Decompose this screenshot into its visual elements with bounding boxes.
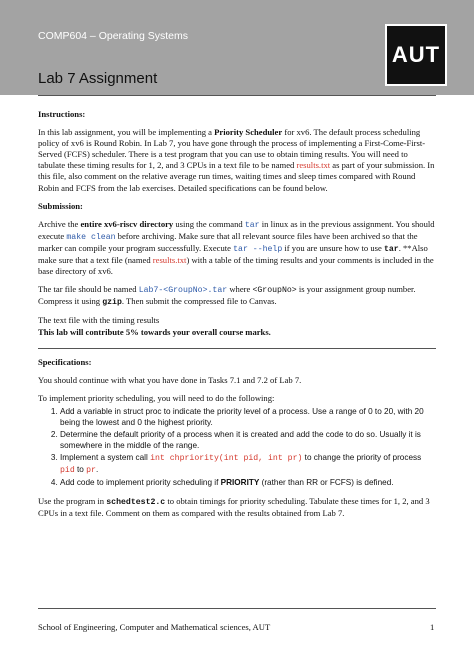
text: In this lab assignment, you will be implementing a <box>38 127 215 138</box>
code: schedtest2.c <box>106 497 166 507</box>
text: Add code to implement priority scheduling if <box>60 478 221 488</box>
list-item: 1. Add a variable in struct proc to indicate the priority level of a process. Use a range of 0 to 20, with 20 being the lowest and 0 the highest priority. <box>60 406 436 428</box>
text: as part of your submission. In this file, also comment on the relative average run times, waiting times and sleep times compared with Round Robin and FCFS from the lab exercises. Detailed specifications can be found below. <box>38 160 435 193</box>
text: for xv6. The default process scheduling policy of xv6 is Round Robin. In Lab 7, you have gone through the process of implementing a First-Come-First-Served (FCFS) scheduler. There is a test program that you can use to obtain timing results. You will need to tabulate these timing results for 1, 2, and 3 CPUs in a text file to be named <box>38 127 426 171</box>
code: pr <box>86 466 96 476</box>
code: pid <box>60 466 75 476</box>
submission-paragraph <box>38 219 436 277</box>
code: Lab7-<GroupNo>.tar <box>138 286 228 296</box>
page-number: 1 <box>430 622 435 632</box>
logo-text: AUT <box>391 42 441 67</box>
text: using the command <box>173 218 245 229</box>
text: if you are unsure how to use <box>282 242 384 253</box>
text: ) with a table of the timing results and your comments is included in the base directory of xv6. <box>38 255 434 277</box>
text: . **Also make sure that a text file (named <box>38 242 428 266</box>
results-file: results.txt <box>296 160 331 171</box>
specifications-heading: Specifications: <box>38 356 92 367</box>
results-file: results.txt <box>152 255 187 266</box>
footer-divider <box>38 608 436 609</box>
text: Archive the <box>38 218 81 229</box>
code: tar --help <box>233 244 283 254</box>
text: before archiving. Make sure that all relevant source files have been archived so that the marker can compile your program successfully. Execute <box>38 230 418 253</box>
text: . Then submit the compressed file to Canvas. <box>121 296 277 307</box>
page-title: Lab 7 Assignment <box>38 70 158 87</box>
contribution-note: This lab will contribute 5% towards your overall course marks. <box>38 326 271 337</box>
text: The text file with the timing results <box>38 315 160 326</box>
text: entire xv6-riscv directory <box>80 218 174 229</box>
list-item: 2. Determine the default priority of a process when it is created and add the code to do so. Usually it is somewhere in the middle of the range. <box>60 429 436 451</box>
code: tar <box>383 244 399 254</box>
spec-paragraph-1: You should continue with what you have done in Tasks 7.1 and 7.2 of Lab 7. <box>38 374 302 385</box>
text: PRIORITY <box>220 478 260 488</box>
course-title: COMP604 – Operating Systems <box>38 30 188 42</box>
task-list <box>38 406 436 489</box>
text: The tar file should be named <box>38 284 139 295</box>
text: to change the priority of process <box>302 453 422 463</box>
header-band <box>0 0 474 95</box>
code: tar <box>244 220 260 230</box>
tar-paragraph <box>38 284 436 308</box>
text: in linux as in the previous assignment. You should execute <box>38 218 435 241</box>
code: int chpriority(int pid, int pr) <box>150 454 303 464</box>
submission-heading: Submission: <box>38 200 83 211</box>
instructions-heading: Instructions: <box>38 109 86 119</box>
aut-logo <box>385 24 447 86</box>
divider <box>38 348 436 349</box>
document-body <box>38 109 436 526</box>
text: Implement a system call <box>60 453 151 463</box>
text: (rather than RR or FCFS) is defined. <box>259 478 394 488</box>
list-item <box>60 477 436 488</box>
text: to <box>74 465 87 475</box>
spec-paragraph-2: To implement priority scheduling, you will need to do the following: <box>38 392 275 403</box>
text: is your assignment group number. Compress it using <box>38 284 416 307</box>
instructions-paragraph <box>38 127 436 194</box>
spacer <box>38 338 436 348</box>
code: gzip <box>102 298 122 308</box>
text: where <box>227 284 253 295</box>
text: Priority Scheduler <box>214 127 283 138</box>
divider <box>38 95 436 96</box>
list-item <box>60 452 436 476</box>
text: Use the program in <box>38 495 107 506</box>
code: make clean <box>66 232 116 242</box>
footer-text: School of Engineering, Computer and Mathematical sciences, AUT <box>38 622 271 632</box>
spec-paragraph-3 <box>38 496 436 519</box>
text: to obtain timings for priority scheduling. Tabulate these times for 1, 2, and 3 CPUs in a text file. Comment on them as compared with the results obtained from Lab 7. <box>38 495 430 518</box>
code: <GroupNo> <box>252 286 297 296</box>
contribution-paragraph <box>38 315 436 337</box>
text: . <box>95 465 99 475</box>
